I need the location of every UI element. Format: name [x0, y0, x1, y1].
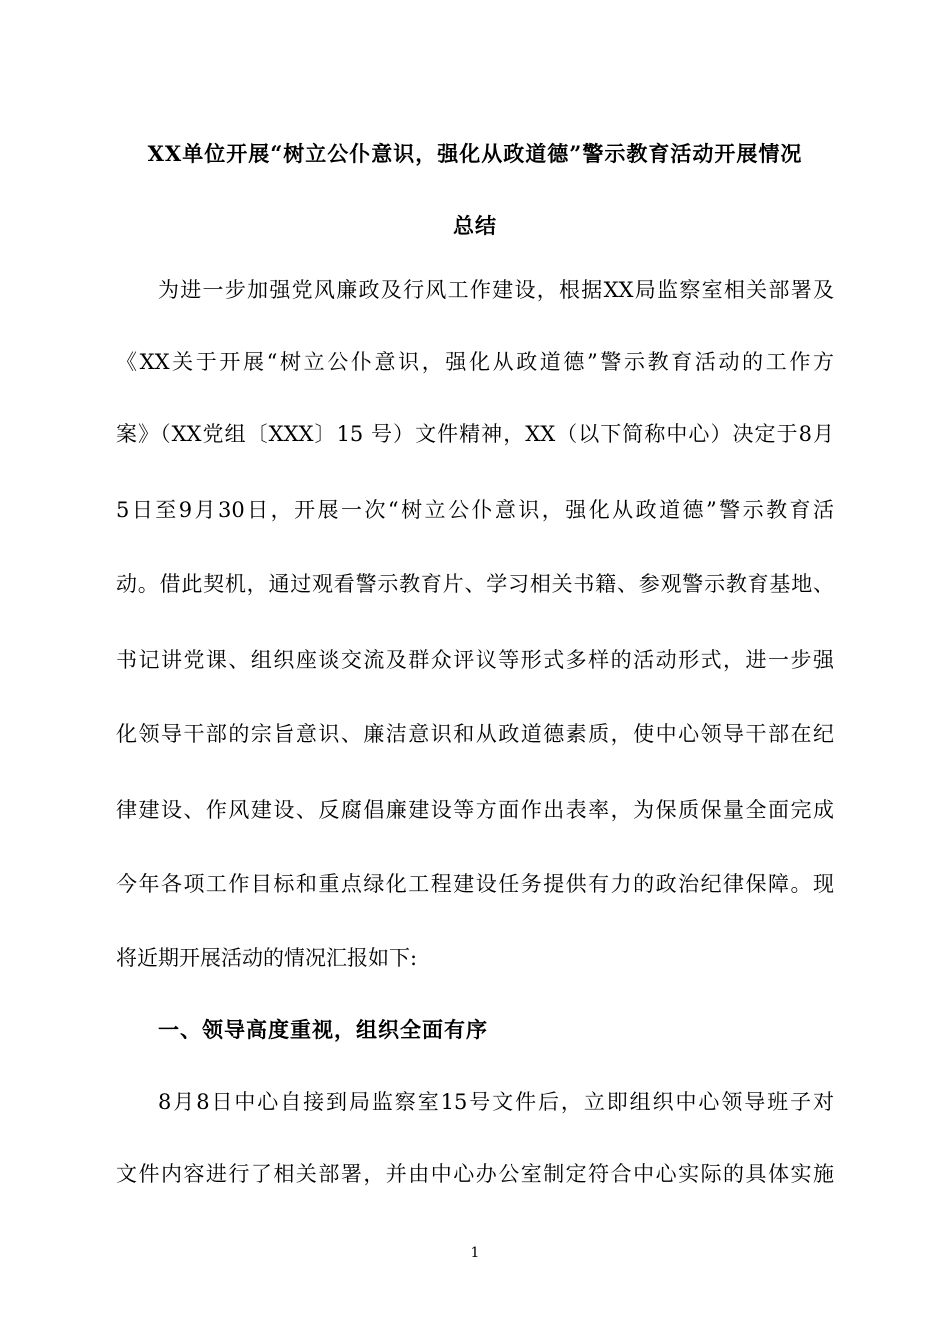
page-number: 1 — [470, 1245, 480, 1261]
paragraph-1-line-10: 将近期开展活动的情况汇报如下: — [116, 946, 418, 970]
section-1-heading: 一、领导高度重视，组织全面有序 — [158, 1017, 488, 1042]
paragraph-2-line-2: 文件内容进行了相关部署，并由中心办公室制定符合中心实际的具体实施 — [116, 1162, 834, 1186]
document-title-line-2: 总结 — [453, 213, 497, 238]
paragraph-1-line-7: 化领导干部的宗旨意识、廉洁意识和从政道德素质，使中心领导干部在纪 — [116, 722, 834, 746]
paragraph-1-line-6: 书记讲党课、组织座谈交流及群众评议等形式多样的活动形式，进一步强 — [116, 648, 834, 672]
paragraph-1-line-5: 动。借此契机，通过观看警示教育片、学习相关书籍、参观警示教育基地、 — [116, 572, 834, 596]
paragraph-2-line-1: 8月8日中心自接到局监察室15号文件后，立即组织中心领导班子对 — [158, 1090, 834, 1114]
paragraph-1-line-4: 5日至9月30日，开展一次“树立公仆意识，强化从政道德”警示教育活 — [116, 498, 834, 522]
paragraph-1-line-1: 为进一步加强党风廉政及行风工作建设，根据XX局监察室相关部署及 — [158, 278, 834, 302]
document-title-line-1: XX单位开展“树立公仆意识，强化从政道德”警示教育活动开展情况 — [147, 141, 803, 166]
paragraph-1-line-2: 《XX关于开展“树立公仆意识，强化从政道德”警示教育活动的工作方 — [116, 350, 834, 374]
paragraph-1-line-9: 今年各项工作目标和重点绿化工程建设任务提供有力的政治纪律保障。现 — [116, 872, 834, 896]
paragraph-1-line-8: 律建设、作风建设、反腐倡廉建设等方面作出表率，为保质保量全面完成 — [116, 798, 834, 822]
paragraph-1-line-3: 案》（XX党组〔XXX〕15 号）文件精神，XX（以下简称中心）决定于8月 — [116, 422, 834, 446]
